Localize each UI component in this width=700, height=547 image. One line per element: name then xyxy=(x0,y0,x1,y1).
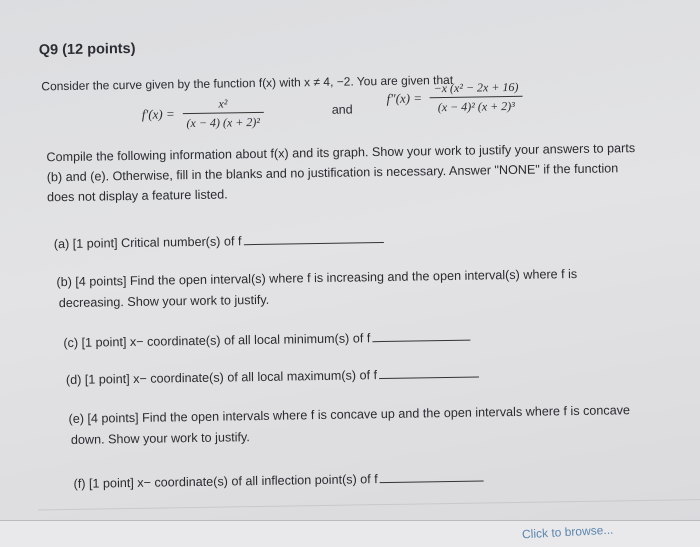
question-intro: Consider the curve given by the function f(x) with x ≠ 4, −2. You are given that xyxy=(41,72,454,94)
part-d xyxy=(66,367,479,387)
question-title: Q9 (12 points) xyxy=(38,40,136,59)
part-c-text: (c) [1 point] x− coordinate(s) of all local minimum(s) of f xyxy=(63,331,371,351)
fprime-denominator: (x − 4) (x + 2)² xyxy=(186,114,261,131)
part-c-answer-blank[interactable] xyxy=(372,340,470,343)
part-a-text: (a) [1 point] Critical number(s) of f xyxy=(53,234,242,252)
part-f-answer-blank[interactable] xyxy=(380,480,484,483)
fprime-fraction xyxy=(182,96,264,131)
part-f xyxy=(73,470,483,490)
part-f-text: (f) [1 point] x− coordinate(s) of all inflection point(s) of f xyxy=(73,472,378,491)
part-b-line2: decreasing. Show your work to justify. xyxy=(58,292,270,311)
fprime-label: f′(x) = xyxy=(141,106,175,122)
fdoubleprime-denominator: (x − 4)² (x + 2)³ xyxy=(437,98,515,115)
part-a xyxy=(54,232,384,251)
part-a-answer-blank[interactable] xyxy=(243,242,383,245)
part-e-line2: down. Show your work to justify. xyxy=(70,430,250,447)
part-e-line1: (e) [4 points] Find the open intervals where f is concave up and the open intervals where f is concave xyxy=(68,403,631,426)
fdoubleprime-label: f″(x) = xyxy=(386,90,423,106)
part-d-answer-blank[interactable] xyxy=(379,377,479,380)
part-d-text: (d) [1 point] x− coordinate(s) of all local maximum(s) of f xyxy=(65,368,378,388)
fdoubleprime-numerator: −x (x² − 2x + 16) xyxy=(429,80,522,98)
part-c xyxy=(63,330,470,350)
fdoubleprime-fraction xyxy=(429,80,522,115)
fdoubleprime-equation xyxy=(386,80,523,116)
part-b-line1: (b) [4 points] Find the open interval(s) where f is increasing and the open interval(s) where f is xyxy=(56,266,578,290)
browse-link[interactable]: Click to browse... xyxy=(521,522,614,542)
and-label: and xyxy=(331,102,353,117)
divider xyxy=(38,499,700,511)
instructions-paragraph: Compile the following information about f(x) and its graph. Show your work to justify your answers to parts (b) and (e). Otherwise, fill in the blanks and no justification is necessary. Answer "NONE" if the function does not display a feature listed. xyxy=(46,141,636,205)
fprime-equation xyxy=(142,96,264,132)
fprime-numerator: x² xyxy=(182,96,264,114)
